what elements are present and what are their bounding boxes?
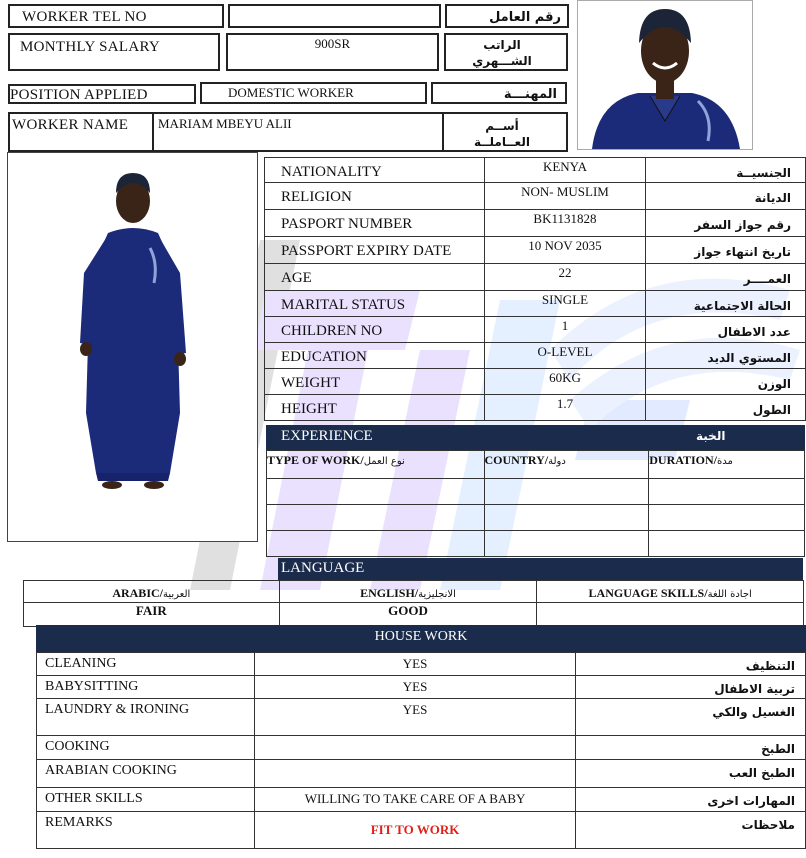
housework-arabic-label: التنظيف (745, 659, 795, 673)
country-label: COUNTRY/ (484, 453, 549, 467)
detail-value: 22 (558, 265, 572, 280)
housework-arabic-cell (576, 788, 806, 812)
english-level (279, 603, 537, 627)
detail-label: AGE (281, 270, 312, 286)
housework-label-cell (37, 676, 255, 699)
exp-cell (649, 479, 805, 505)
salary-arabic-box (444, 33, 568, 71)
english-col-header (279, 581, 537, 603)
detail-arabic-cell (646, 291, 806, 317)
housework-arabic-cell (576, 736, 806, 760)
detail-value-cell (484, 291, 646, 317)
position-arabic-box (431, 82, 567, 104)
detail-arabic-cell (646, 343, 806, 369)
portrait-image (578, 1, 752, 149)
detail-arabic-cell (646, 183, 806, 210)
arabic-col-header (24, 581, 280, 603)
salary-value-box (226, 33, 439, 71)
housework-label-cell (37, 812, 255, 849)
detail-label-cell (265, 343, 485, 369)
experience-title-arabic: الخبة (696, 429, 726, 443)
language-table (23, 580, 804, 627)
skills-col-header (537, 581, 804, 603)
detail-arabic-label: الوزن (757, 377, 791, 391)
type-of-work-label: TYPE OF WORK/ (267, 453, 364, 467)
detail-label: NATIONALITY (281, 164, 382, 180)
housework-arabic-label: الغسيل والكي (712, 705, 795, 719)
housework-arabic-label: ملاحظات (741, 818, 795, 832)
detail-arabic-label: الحالة الاجتماعية (693, 299, 791, 313)
housework-value-cell (254, 653, 576, 676)
exp-cell (484, 531, 649, 557)
full-body-image (8, 153, 257, 541)
detail-label: PASPORT NUMBER (281, 216, 413, 232)
housework-label-cell (37, 699, 255, 736)
housework-arabic-label: الطبخ (761, 742, 795, 756)
country-arabic: دولة (548, 456, 566, 467)
details-row (265, 317, 806, 343)
housework-arabic-cell (576, 699, 806, 736)
name-value-box (152, 112, 444, 152)
detail-arabic-label: عدد الاطفال (717, 325, 791, 339)
english-arabic: الانجليزية (418, 589, 456, 600)
salary-label: MONTHLY SALARY (20, 39, 161, 55)
details-row (265, 343, 806, 369)
detail-label: MARITAL STATUS (281, 297, 406, 313)
housework-arabic-cell (576, 812, 806, 849)
detail-label-cell (265, 158, 485, 183)
detail-arabic-cell (646, 369, 806, 395)
detail-value: KENYA (542, 159, 587, 174)
housework-value: YES (402, 679, 428, 694)
housework-row (37, 760, 806, 788)
detail-label-cell (265, 237, 485, 264)
col-country (484, 451, 649, 479)
detail-label-cell (265, 291, 485, 317)
arabic-level-value: FAIR (135, 603, 167, 618)
detail-value-cell (484, 264, 646, 291)
detail-value-cell (484, 210, 646, 237)
detail-arabic-label: المستوي الديد (707, 351, 791, 365)
arabic-level (24, 603, 280, 627)
exp-cell (267, 531, 485, 557)
tel-label-box (8, 4, 224, 28)
detail-value: O-LEVEL (537, 344, 593, 359)
english-label: ENGLISH/ (360, 586, 419, 600)
detail-arabic-label: تاريخ انتهاء جواز (694, 245, 791, 259)
details-table (264, 157, 806, 421)
position-label: POSITION APPLIED (10, 87, 148, 103)
detail-value-cell (484, 369, 646, 395)
detail-arabic-cell (646, 237, 806, 264)
exp-cell (267, 479, 485, 505)
housework-value-cell (254, 676, 576, 699)
detail-label-cell (265, 210, 485, 237)
details-row (265, 291, 806, 317)
position-value-box (200, 82, 427, 104)
tel-arabic-label: رقم العامل (489, 10, 561, 25)
housework-row (37, 812, 806, 849)
detail-value: 1 (561, 318, 569, 333)
details-row (265, 237, 806, 264)
detail-label: WEIGHT (281, 375, 341, 391)
details-row (265, 183, 806, 210)
name-arabic-label: أســم العــاملــة (474, 119, 530, 149)
detail-label-cell (265, 395, 485, 421)
detail-arabic-cell (646, 317, 806, 343)
detail-arabic-label: الطول (752, 403, 791, 417)
name-label-box (8, 112, 154, 152)
housework-arabic-label: تربية الاطفال (714, 682, 795, 696)
housework-row (37, 788, 806, 812)
housework-label: BABYSITTING (45, 679, 139, 694)
detail-value: 10 NOV 2035 (528, 238, 602, 253)
housework-value-cell (254, 788, 576, 812)
arabic-label: ARABIC/ (112, 586, 163, 600)
detail-value-cell (484, 317, 646, 343)
housework-arabic-cell (576, 653, 806, 676)
detail-label: EDUCATION (281, 349, 367, 365)
language-header (278, 558, 803, 580)
arabic-arabic: العربية (162, 589, 191, 600)
col-duration (649, 451, 805, 479)
housework-label-cell (37, 760, 255, 788)
experience-title: EXPERIENCE (281, 428, 373, 444)
detail-value-cell (484, 237, 646, 264)
detail-arabic-cell (646, 395, 806, 421)
details-row (265, 369, 806, 395)
skills-label: LANGUAGE SKILLS/ (588, 586, 708, 600)
detail-label-cell (265, 183, 485, 210)
housework-label: COOKING (45, 739, 110, 754)
tel-label: WORKER TEL NO (22, 9, 147, 25)
detail-label: CHILDREN NO (281, 323, 383, 339)
housework-value-cell (254, 760, 576, 788)
housework-value-cell (254, 736, 576, 760)
housework-value: YES (402, 656, 428, 671)
tel-value-box (228, 4, 441, 28)
housework-label: ARABIAN COOKING (45, 763, 177, 778)
detail-value-cell (484, 343, 646, 369)
detail-arabic-cell (646, 210, 806, 237)
portrait-photo (577, 0, 753, 150)
detail-label: PASSPORT EXPIRY DATE (281, 243, 452, 259)
housework-value-cell (254, 699, 576, 736)
duration-arabic: مدة (717, 456, 733, 467)
detail-value: BK1131828 (533, 211, 597, 226)
housework-title: HOUSE WORK (374, 629, 468, 644)
housework-arabic-label: المهارات اخرى (707, 794, 795, 808)
detail-value-cell (484, 395, 646, 421)
detail-label-cell (265, 264, 485, 291)
skills-arabic: اجادة اللغة (707, 589, 752, 600)
exp-cell (484, 505, 649, 531)
details-row (265, 395, 806, 421)
salary-arabic-label: الراتب الشـــهري (472, 38, 532, 68)
position-label-box (8, 84, 196, 104)
detail-value: 60KG (549, 370, 581, 385)
detail-arabic-label: رقم جواز السفر (694, 218, 791, 232)
detail-label: RELIGION (281, 189, 352, 205)
name-value: MARIAM MBEYU ALII (158, 116, 292, 131)
details-row (265, 158, 806, 183)
exp-cell (267, 505, 485, 531)
detail-arabic-label: العمــــر (743, 272, 791, 286)
details-row (265, 264, 806, 291)
position-arabic-label: المهنـــة (503, 87, 557, 102)
housework-table (36, 652, 806, 849)
detail-value: NON- MUSLIM (521, 184, 609, 199)
housework-label-cell (37, 653, 255, 676)
detail-arabic-cell (646, 264, 806, 291)
english-level-value: GOOD (388, 603, 428, 618)
detail-value: 1.7 (556, 396, 574, 411)
detail-arabic-label: الديانة (754, 191, 791, 205)
tel-arabic-box (445, 4, 569, 28)
housework-row (37, 676, 806, 699)
details-row (265, 210, 806, 237)
housework-label-cell (37, 788, 255, 812)
housework-value: FIT TO WORK (370, 822, 460, 837)
skills-level (537, 603, 804, 627)
exp-cell (484, 479, 649, 505)
position-value: DOMESTIC WORKER (228, 85, 354, 100)
name-arabic-box (442, 112, 568, 152)
housework-row (37, 653, 806, 676)
housework-value-cell (254, 812, 576, 849)
detail-label-cell (265, 317, 485, 343)
col-type-of-work (267, 451, 485, 479)
exp-cell (649, 531, 805, 557)
detail-value-cell (484, 183, 646, 210)
housework-label: LAUNDRY & IRONING (45, 702, 190, 717)
housework-value: YES (402, 702, 428, 717)
housework-header (36, 625, 806, 652)
housework-label-cell (37, 736, 255, 760)
housework-arabic-cell (576, 676, 806, 699)
housework-row (37, 699, 806, 736)
detail-label: HEIGHT (281, 401, 337, 417)
detail-value: SINGLE (541, 292, 589, 307)
type-of-work-arabic: نوع العمل (363, 456, 405, 467)
housework-value: WILLING TO TAKE CARE OF A BABY (304, 791, 526, 806)
detail-value-cell (484, 158, 646, 183)
salary-value: 900SR (314, 36, 351, 51)
housework-label: REMARKS (45, 815, 113, 830)
duration-label: DURATION/ (649, 453, 718, 467)
detail-arabic-label: الجنسيــة (736, 166, 791, 180)
salary-label-box (8, 33, 220, 71)
language-title: LANGUAGE (281, 560, 365, 576)
detail-arabic-cell (646, 158, 806, 183)
experience-header (266, 425, 805, 450)
housework-row (37, 736, 806, 760)
housework-label: OTHER SKILLS (45, 791, 143, 806)
full-body-photo (7, 152, 258, 542)
exp-cell (649, 505, 805, 531)
detail-label-cell (265, 369, 485, 395)
housework-arabic-cell (576, 760, 806, 788)
experience-table (266, 450, 805, 557)
name-label: WORKER NAME (12, 117, 129, 133)
housework-label: CLEANING (45, 656, 117, 671)
housework-arabic-label: الطبخ العب (728, 766, 795, 780)
